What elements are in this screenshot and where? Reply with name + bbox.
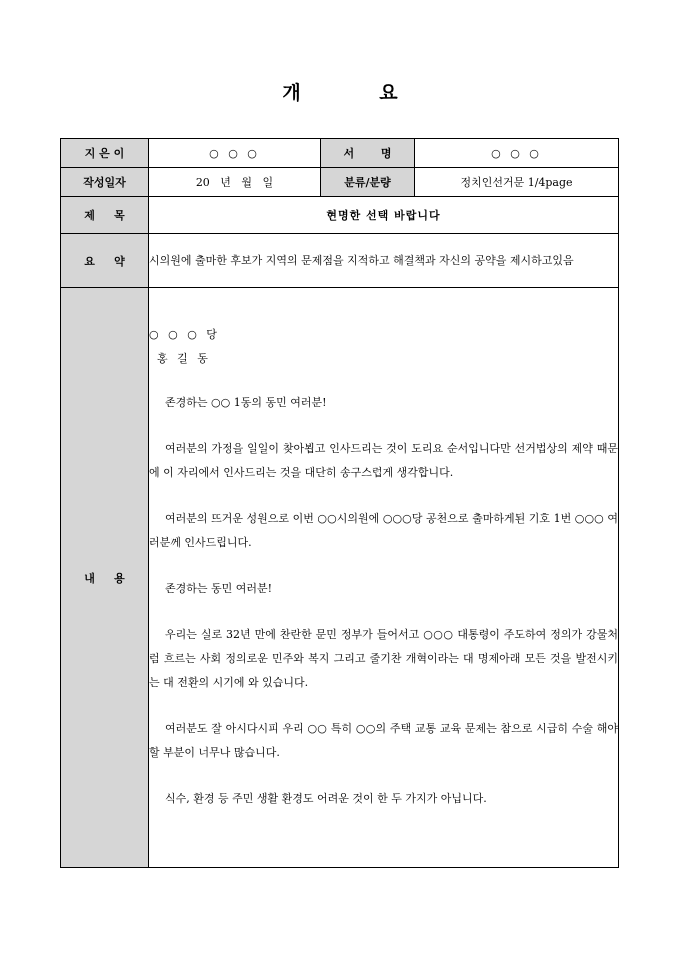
paragraph: 여러분도 잘 아시다시피 우리 ○○ 특히 ○○의 주택 교통 교육 문제는 참으로 시급히 수술 해야할 부분이 너무나 많습니다.: [149, 721, 618, 759]
paragraph: 여러분의 가정을 일일이 찾아뵙고 인사드리는 것이 도리요 순서입니다만 선거법상의 제약 때문에 이 자리에서 인사드리는 것을 대단히 송구스럽게 생각합니다.: [149, 441, 618, 479]
party-name: ○ ○ ○ 당: [149, 327, 220, 341]
paragraph: 존경하는 동민 여러분!: [165, 581, 273, 595]
paragraph: 여러분의 뜨거운 성원으로 이번 ○○시의원에 ○○○당 공천으로 출마하게된 기호 1번 ○○○ 여러분께 인사드립니다.: [149, 511, 618, 549]
author-value: ○ ○ ○: [149, 139, 321, 168]
signature-value: ○ ○ ○: [415, 139, 619, 168]
signature-label: 서 명: [321, 139, 415, 168]
subject-label: 제 목: [61, 197, 149, 234]
date-value: 20 년 월 일: [149, 168, 321, 197]
category-value: 정치인선거문 1/4page: [415, 168, 619, 197]
signer-name: 홍 길 동: [157, 351, 211, 365]
content-body: [149, 288, 619, 868]
content-label: 내 용: [61, 288, 149, 868]
summary-label: 요 약: [61, 234, 149, 288]
author-label: 지 은 이: [61, 139, 149, 168]
paragraph: 존경하는 ○○ 1동의 동민 여러분!: [165, 395, 327, 409]
page-title: 개 요: [282, 82, 434, 104]
category-label: 분류/분량: [321, 168, 415, 197]
document-info-table: [60, 138, 619, 868]
paragraph: 식수, 환경 등 주민 생활 환경도 어려운 것이 한 두 가지가 아닙니다.: [165, 791, 487, 805]
date-label: 작성일자: [61, 168, 149, 197]
summary-value: 시의원에 출마한 후보가 지역의 문제점을 지적하고 해결책과 자신의 공약을 제시하고있음: [149, 234, 619, 288]
subject-value: 현명한 선택 바랍니다: [149, 197, 619, 234]
paragraph: 우리는 실로 32년 만에 찬란한 문민 정부가 들어서고 ○○○ 대통령이 주도하여 정의가 강물처럼 흐르는 사회 정의로운 민주와 복지 그리고 줄기찬 개혁이라는 대 명제아래 모든 것을 발전시키는 대 전환의 시기에 와 있습니다.: [149, 627, 618, 689]
